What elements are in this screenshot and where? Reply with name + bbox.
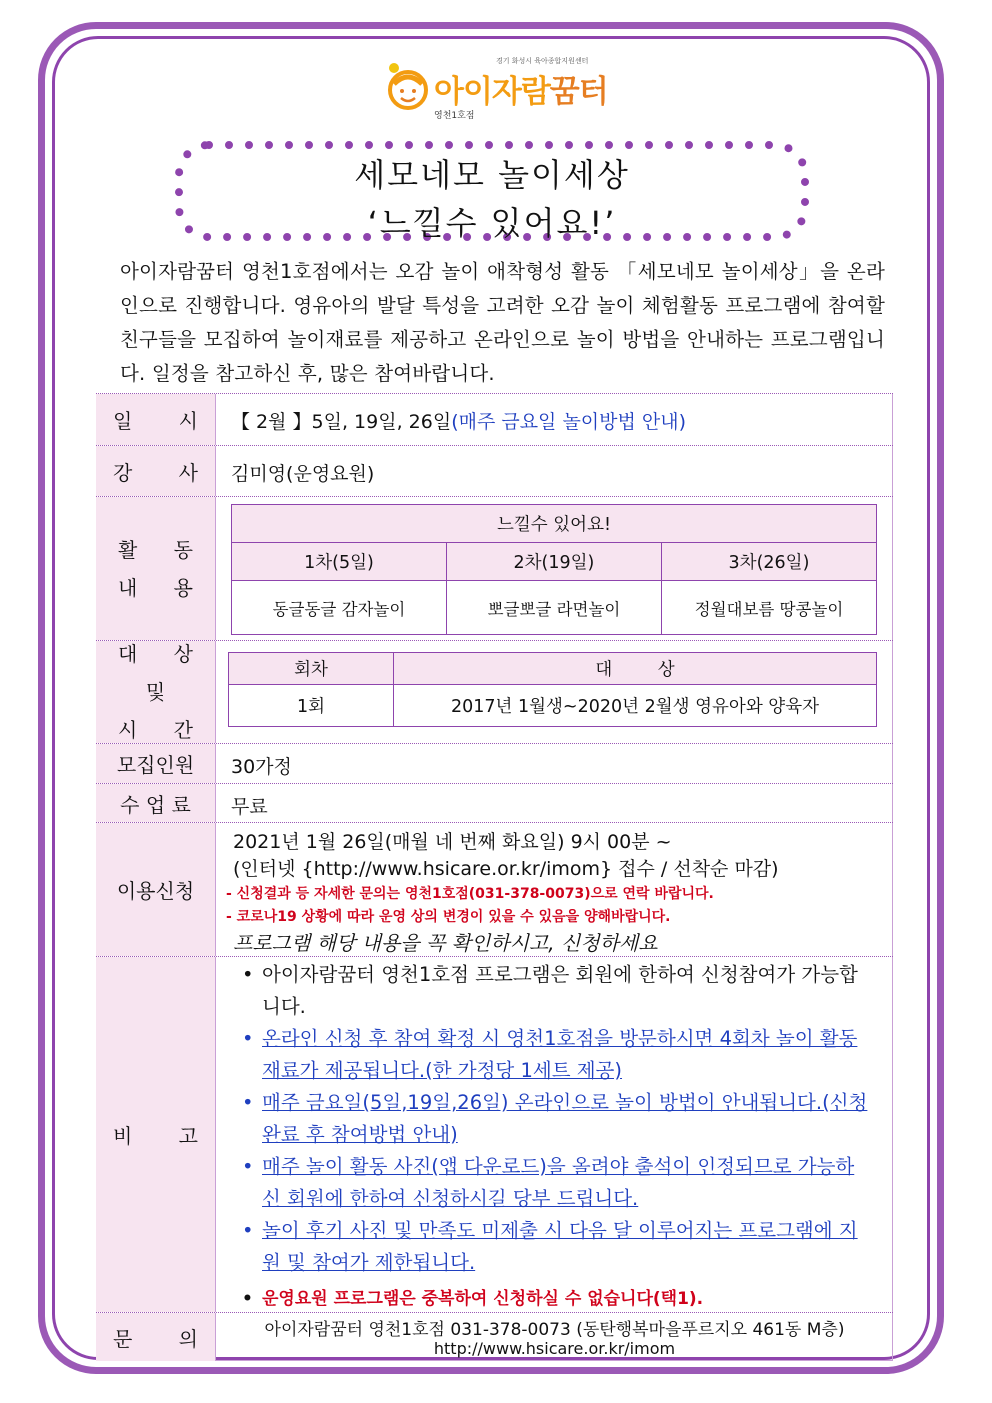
fee-value: 무료 [231, 796, 268, 818]
target-table [228, 652, 877, 727]
target-round: 1회 [229, 685, 394, 727]
row-schedule [96, 393, 893, 445]
row-contact [96, 1312, 893, 1361]
target-desc: 2017년 1월생~2020년 2월생 영유아와 양육자 [394, 685, 877, 727]
session-2: 2차(19일) [446, 543, 661, 581]
contact-url[interactable]: http://www.hsicare.or.kr/imom [433, 1339, 676, 1358]
activity-header: 느낄수 있어요! [232, 505, 877, 543]
row-target [96, 640, 893, 743]
row-recruit [96, 743, 893, 783]
page-title: 세모네모 놀이세상 [354, 156, 630, 194]
row-remarks [96, 956, 893, 1312]
intro-paragraph: 아이자람꿈터 영천1호점에서는 오감 놀이 애착형성 활동 「세모네모 놀이세상」을 온라인으로 진행합니다. 영유아의 발달 특성을 고려한 오감 놀이 체험활동 프로그램에 참여할 친구들을 모집하여 놀이재료를 제공하고 온라인으로 놀이 방법을 안내하는 프로그램입니다. 일정을 참고하신 후, 많은 참여바랍니다. [120, 260, 885, 385]
page-subtitle: ‘느낄수 있어요!’ [367, 204, 617, 242]
apply-note-contact: - 신청결과 등 자세한 문의는 영천1호점(031-378-0073)으로 연락 바랍니다. [226, 886, 714, 902]
target-col-target: 대 상 [394, 653, 877, 685]
logo-branch: 영천1호점 [434, 111, 475, 121]
row-apply [96, 822, 893, 956]
remark-item: • 운영요원 프로그램은 중복하여 신청하실 수 없습니다(택1). [242, 1289, 704, 1309]
remark-item: • 놀이 후기 사진 및 만족도 미제출 시 다음 달 이루어지는 프로그램에 지원 및 참여가 제한됩니다. [242, 1219, 858, 1274]
session-2-title: 뽀글뽀글 라면놀이 [446, 581, 661, 635]
apply-period: 2021년 1월 26일(매월 네 번째 화요일) 9시 00분 ~ [233, 831, 672, 853]
child-face-icon [386, 62, 430, 112]
logo-org: 경기 화성시 육아종합지원센터 [496, 57, 589, 65]
row-activity [96, 496, 893, 640]
schedule-value: 【 2월 】5일, 19일, 26일(매주 금요일 놀이방법 안내) [231, 411, 687, 433]
remark-item: • 매주 놀이 활동 사진(앱 다운로드)을 올려야 출석이 인정되므로 가능하신 회원에 한하여 신청하시길 당부 드립니다. [242, 1155, 855, 1210]
contact-label: 문 의 [96, 1313, 216, 1361]
logo [386, 52, 626, 122]
schedule-label: 일 시 [96, 394, 216, 445]
session-1-title: 동글동글 감자놀이 [232, 581, 447, 635]
row-fee [96, 783, 893, 822]
remark-item: • 매주 금요일(5일,19일,26일) 온라인으로 놀이 방법이 안내됩니다.(신청완료 후 참여방법 안내) [242, 1091, 868, 1146]
apply-note-covid: - 코로나19 상황에 따라 운영 상의 변경이 있을 수 있음을 양해바랍니다. [226, 909, 671, 925]
session-3-title: 정월대보름 땅콩놀이 [661, 581, 876, 635]
target-col-round: 회차 [229, 653, 394, 685]
target-label: 대 상 및 시 간 [96, 641, 216, 743]
logo-title: 아이자람꿈터 [434, 74, 608, 110]
apply-method: (인터넷 {http://www.hsicare.or.kr/imom} 접수 / 선착순 마감) [233, 858, 779, 880]
title-box [174, 140, 810, 242]
remarks-label: 비 고 [96, 957, 216, 1312]
recruit-value: 30가정 [231, 756, 292, 778]
apply-emphasis: 프로그램 해당 내용을 꼭 확인하시고, 신청하세요 [233, 931, 658, 955]
recruit-label: 모집인원 [96, 744, 216, 783]
instructor-value: 김미영(운영요원) [231, 463, 375, 485]
activity-table [231, 504, 877, 635]
activity-label: 활 동 내 용 [96, 497, 216, 640]
contact-info: 아이자람꿈터 영천1호점 031-378-0073 (동탄행복마을푸르지오 461동 M층) [264, 1320, 845, 1340]
remark-item: • 아이자람꿈터 영천1호점 프로그램은 회원에 한하여 신청참여가 가능합니다. [242, 963, 858, 1018]
session-1: 1차(5일) [232, 543, 447, 581]
session-3: 3차(26일) [661, 543, 876, 581]
remark-item: • 온라인 신청 후 참여 확정 시 영천1호점을 방문하시면 4회차 놀이 활동재료가 제공됩니다.(한 가정당 1세트 제공) [242, 1027, 858, 1082]
instructor-label: 강 사 [96, 446, 216, 496]
apply-label: 이용신청 [96, 823, 216, 956]
fee-label: 수 업 료 [96, 784, 216, 822]
row-instructor [96, 445, 893, 496]
